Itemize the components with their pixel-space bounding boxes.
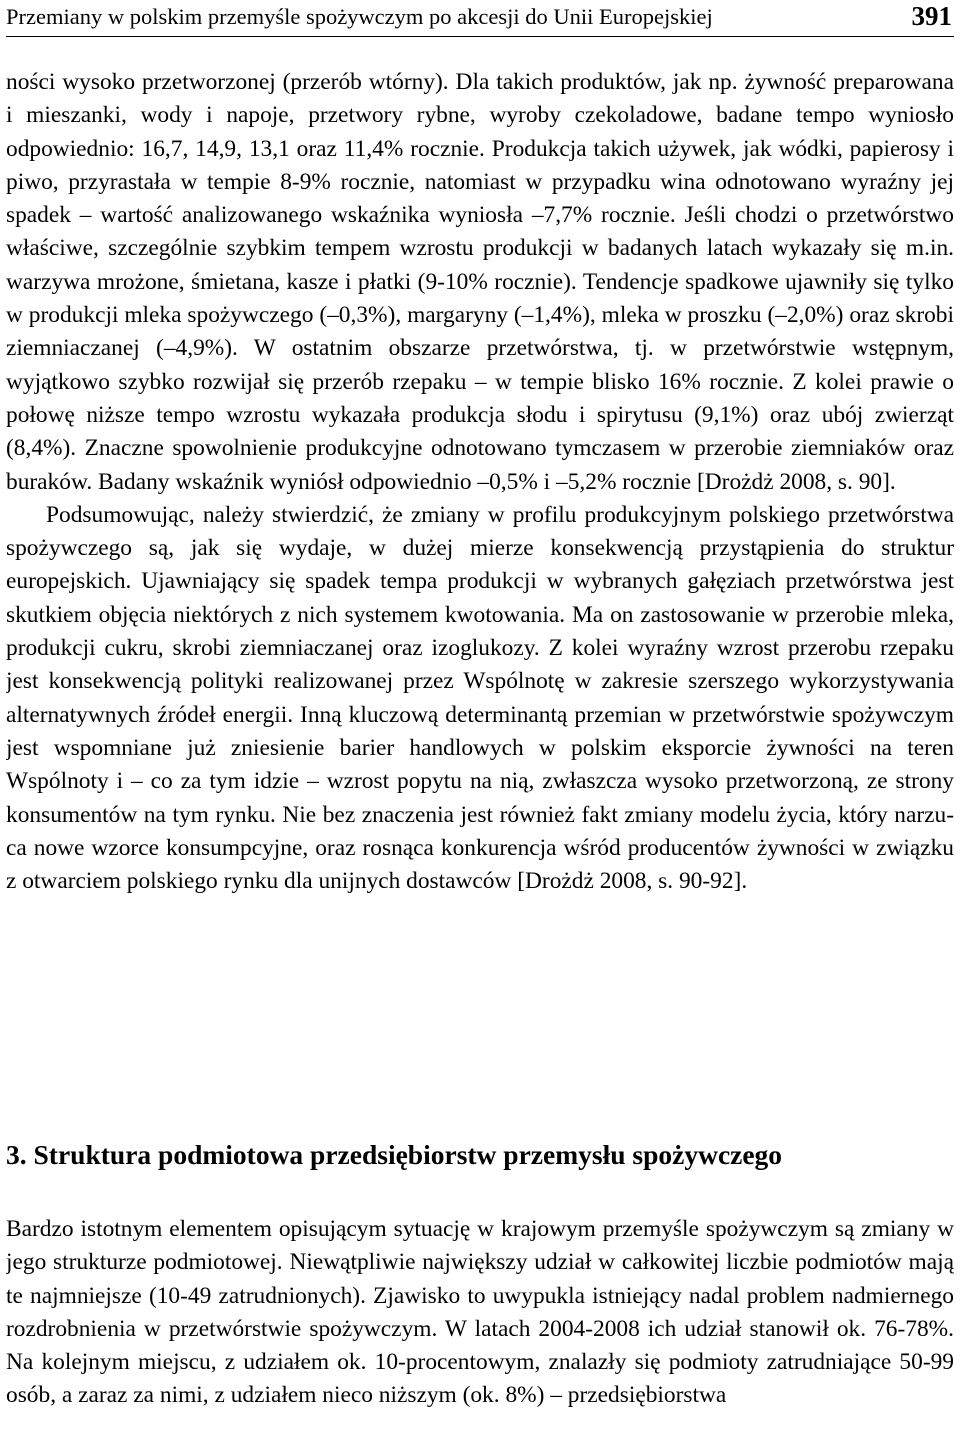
body-text: [6, 66, 954, 898]
running-header: [6, 0, 954, 37]
paragraph-continuation: ności wysoko przetworzonej (przerób wtórny). Dla takich produktów, jak np. żywność preparowana i mieszanki, wody i napoje, przetwory rybne, wyroby czekoladowe, badane tempo wyniosło odpowiednio: 16,7, 14,9, 13,1 oraz 11,4% rocznie. Produkcja takich używek, jak wódki, papierosy i piwo, przyrastała w tempie 8-9% rocznie, natomiast w przypadku wina odnotowano wyraźny jej spadek – wartość analizowanego wskaźnika wyniosła –7,7% rocznie. Jeśli chodzi o przetwórstwo właściwe, szczególnie szybkim tempem wzrostu produkcji w badanych latach wykazały się m.in. warzywa mrożone, śmietana, kasze i płatki (9-10% rocznie). Tendencje spadkowe ujawniły się tylko w produkcji mleka spożywczego (–0,3%), margaryny (–1,4%), mleka w proszku (–2,0%) oraz skrobi ziemniaczanej (–4,9%). W ostatnim obszarze przetwórstwa, tj. w przetwórstwie wstępnym, wyjątkowo szybko rozwijał się przerób rzepaku – w tempie blisko 16% rocznie. Z kolei prawie o połowę niższe tempo wzrostu wykazała produkcja słodu i spirytusu (9,1%) oraz ubój zwierząt (8,4%). Znaczne spowolnienie produkcyjne odnotowano tymczasem w przerobie ziemniaków oraz buraków. Badany wskaźnik wyniósł odpowiednio –0,5% i –5,2% rocznie [Drożdż 2008, s. 90].: [6, 69, 954, 495]
running-title: Przemiany w polskim przemyśle spożywczym po akcesji do Unii Europejskiej: [6, 4, 713, 29]
document-page: [6, 0, 954, 1440]
page-number: 391: [911, 1, 952, 31]
section-heading: 3. Struktura podmiotowa przedsiębiorstw przemysłu spożywczego: [6, 1139, 783, 1170]
section-heading-wrapper: [6, 1138, 954, 1172]
section-body: [6, 1213, 954, 1413]
section-paragraph: Bardzo istotnym elementem opisującym sytuację w krajowym przemyśle spożywczym są zmiany w jego strukturze podmiotowej. Niewątpliwie największy udział w całkowitej liczbie podmiotów mają te najmniejsze (10-49 zatrudnionych). Zjawisko to uwypukla istniejący nadal problem nadmiernego rozdrobnienia w przetwórstwie spożywczym. W latach 2004-2008 ich udział stanowił ok. 76-78%. Na kolejnym miejscu, z udziałem ok. 10-procentowym, znalazły się podmioty zatrudniające 50-99 osób, a zaraz za nimi, z udziałem nieco niższym (ok. 8%) – przedsiębiorstwa: [6, 1216, 954, 1409]
paragraph-summary: Podsumowując, należy stwierdzić, że zmiany w profilu produkcyjnym polskiego przetwórstwa spożywczego są, jak się wydaje, w dużej mierze konsekwencją przystąpienia do struktur europejskich. Ujawniający się spadek tempa produkcji w wybranych gałęziach przetwórstwa jest skutkiem objęcia niektórych z nich systemem kwotowania. Ma on zastosowanie w przerobie mleka, produkcji cukru, skrobi ziemniaczanej oraz izoglukozy. Z kolei wyraźny wzrost przerobu rzepaku jest konsekwencją polityki realizowanej przez Wspólnotę w zakresie szerszego wykorzystywania alternatywnych źródeł energii. Inną kluczową determinantą przemian w przetwórstwie spożywczym jest wspomniane już zniesienie barier handlowych w polskim eksporcie żywności na teren Wspólnoty i – co za tym idzie – wzrost popytu na nią, zwłaszcza wysoko przetworzoną, ze strony konsumentów na tym rynku. Nie bez znaczenia jest również fakt zmiany modelu życia, który narzuca nowe wzorce konsumpcyjne, oraz rosnąca konkurencja wśród producentów żywności w związku z otwarciem polskiego rynku dla unijnych dostawców [Drożdż 2008, s. 90-92].: [6, 501, 954, 895]
